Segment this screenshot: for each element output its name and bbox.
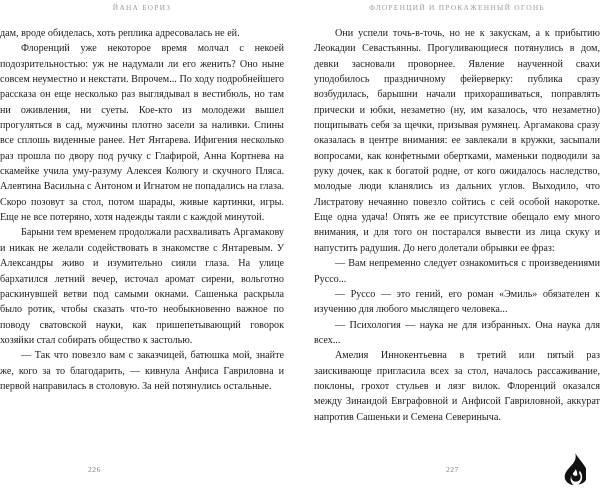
paragraph: Они успели точь-в-точь, но не к закускам, а к прибытию Леокадии Севастьянны. Прогуливающиеся потянулись в дом, девки засновали проворнее. Явление наученной свахи уподобилось праздничному фейерверку: публика сразу возбудилась, барышни начали прихорашиваться, поправлять прически и юбки, незаметно (ну, им казалось, что незаметно) пощипывать себя за щечки, призывая румянец. Аргамакова сразу оказалась в центре внимания: ее завлекали в кружки, засыпали вопросами, как конфетными обертками, маменьки подводили за руку дочек, как к богатой родне, от кого ожидалось наследство, молодые люди кланялись из дальних углов. Выходило, что Листратову нечаянно повезло сойтись с сей особой накоротке. Еще одна удача! Опять же ее присутствие обещало ему много внимания, и для того он постарался вывести из лица скуку и напустить радушия. До него долетали обрывки ее фраз: <box>314 28 600 254</box>
paragraph: Амелия Иннокентьевна в третий или пятый раз заискивающе пригласила всех за стол, началось рассаживание, поклоны, грохот стульев и лязг вилок. Флоренций оказался между Зинаидой Евграфовной и Анфисой Гавриловной, аккурат напротив Сашеньки и Семена Севериныча. <box>314 350 600 423</box>
paragraph: Флоренций уже некоторое время молчал с некоей подозрительностью: уж не надумали ли его женить? Оно ныне совсем неуместно и некстати. Впрочем... По ходу подробнейшего рассказа он еще несколько раз выглядывал в вестибюль, но там ни оживления, ни суеты. Кое-кто из молодежи вышел прогуляться в сад, мужчины плотно засели за наливки. Спины все сплошь виденные ранее. Нет Янтарева. Ифигения несколько раз прошла по двору под ручку с Глафирой, Анна Кортнева на скамейке учила уму-разуму Алексея Колюгу и скучного Пляса. Алевтина Васильна с Антоном и Игнатом не попадались на глаза. Скоро позовут за стол, потом шарады, живые картинки, игры. Еще не все потеряно, хотя надежды таяли с каждой минутой. <box>0 43 284 224</box>
paragraph: — Так что повезло вам с заказчицей, батюшка мой, знайте же, кого за то благодарить, — кивнула Анфиса Гавриловна и первой направилась в столовую. За ней потянулись остальные. <box>0 350 284 392</box>
paragraph: дам, вроде обиделась, хоть реплика адресовалась не ей. <box>0 28 240 39</box>
page-number-left: 226 <box>88 465 101 474</box>
running-head-title: ФЛОРЕНЦИЙ И ПРОКАЖЕННЫЙ ОГОНЬ <box>369 3 545 12</box>
page-left-body <box>0 26 284 394</box>
page-number-right: 227 <box>446 465 459 474</box>
flame-icon <box>560 453 586 485</box>
paragraph: — Руссо — это гений, его роман «Эмиль» обязателен к изучению для любого мыслящего человека... <box>314 288 600 316</box>
paragraph: Барыни тем временем продолжали расхваливать Аргамакову и никак не желали содействовать в знакомстве с Янтаревым. У Александры живо и изумительно сияли глаза. На улице бархатился летний вечер, источал аромат сирени, вольготно раскинувшей ветви под самыми окнами. Сашенька раскрыла было ротик, чтобы сказать что-то необыкновенно важное по поводу сватовской науки, как пришепетывающий говорок хозяйки стал собирать общество к застолью. <box>0 227 284 346</box>
page-right <box>300 0 600 491</box>
running-head-author: ЙАНА БОРИЗ <box>112 3 172 12</box>
paragraph: — Психология — наука не для избранных. Она наука для всех... <box>314 319 600 346</box>
paragraph: — Вам непременно следует ознакомиться с произведениями Руссо... <box>314 258 600 285</box>
page-right-body <box>314 26 600 425</box>
